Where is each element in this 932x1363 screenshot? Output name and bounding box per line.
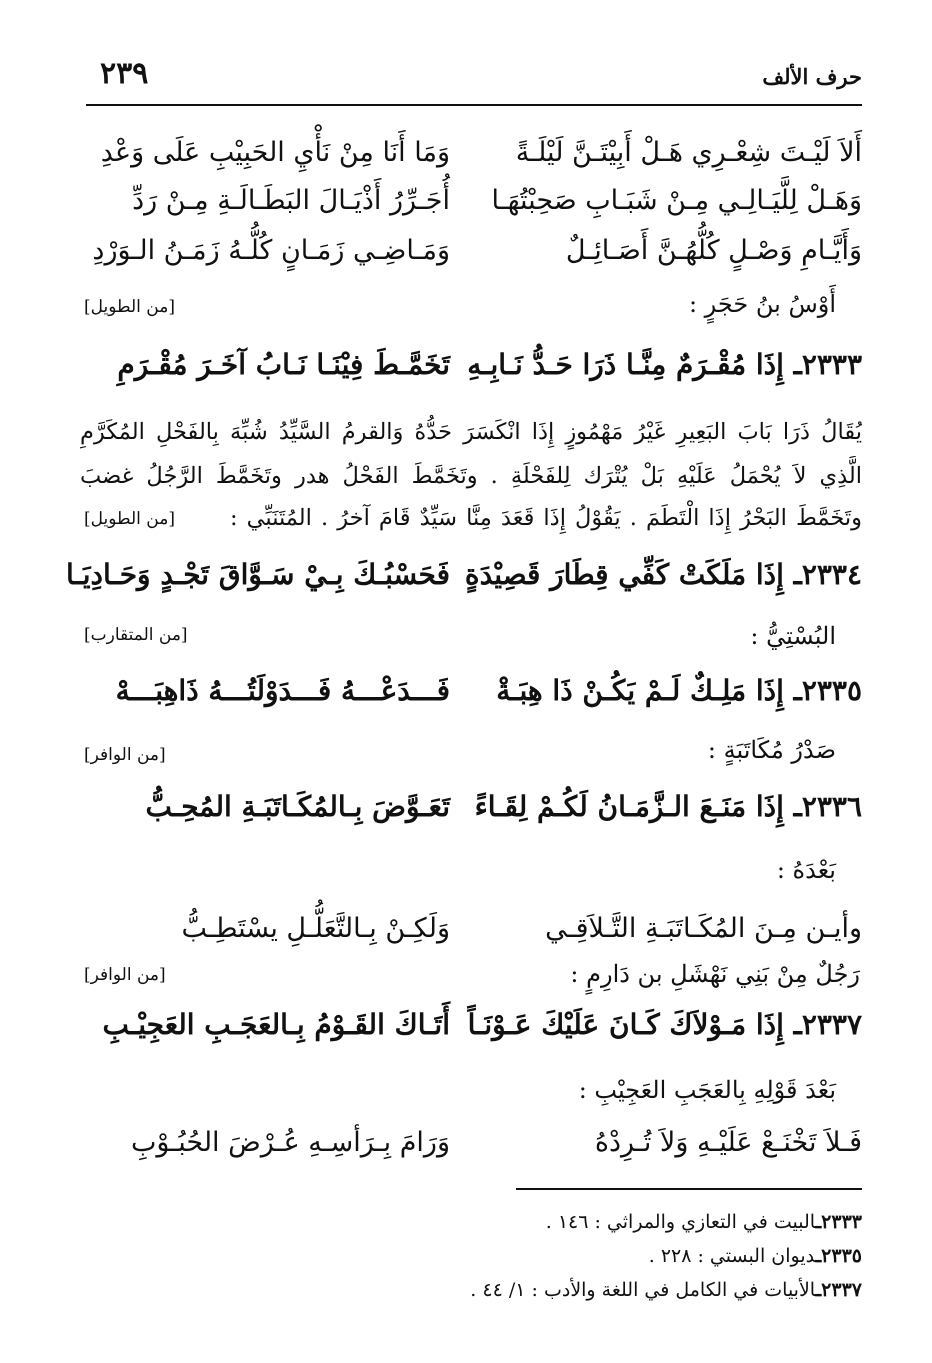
footnote-number: ٢٣٣٥ـ <box>815 1245 862 1267</box>
page-header <box>80 56 862 96</box>
hemistich-second: وَرَامَ بِـرَأسِـهِ عُـرْضَ الحُبُـوْبِ <box>130 1127 450 1158</box>
footnote-number: ٢٣٣٣ـ <box>815 1211 862 1233</box>
page-number: ٢٣٩ <box>100 56 149 91</box>
footnote-text: البيت في التعازي والمراثي : ١٤٦ . <box>545 1211 816 1233</box>
footnote <box>546 1206 862 1238</box>
hemistich-second: وَمَـاضِـي زَمَـانٍ كُلُّـهُ زَمَـنُ الـوَرْدِ <box>92 235 450 266</box>
verse-line <box>80 904 862 954</box>
poet-name: أَوْسُ بنُ حَجَرٍ : <box>688 290 836 318</box>
numbered-verse <box>80 782 862 832</box>
hemistich-second: تَخَمَّـطَ فِيْنَـا نَـابُ آخَـرَ مُقْـرَمِ <box>117 348 450 381</box>
hemistich-first: ٢٣٣٦ـ إِذَا مَنَـعَ الـزَّمَـانُ لَكُـمْ لِقَـاءً <box>474 790 862 823</box>
header-rule <box>86 104 862 106</box>
hemistich-first: وَأَيَّـامِ وَصْـلٍ كُلُّهُـنَّ أَصَـائِـلٌ <box>565 235 862 266</box>
hemistich-first: ٢٣٣٥ـ إِذَا مَلِـكٌ لَـمْ يَكُـنْ ذَا هِبَـةْ <box>496 674 862 707</box>
hemistich-first: وَهَـلْ لِلَّيَـالِـي مِـنْ شَبَـابِ صَحِبْتُهَـا <box>491 185 862 216</box>
hemistich-second: وَلَكِـنْ بِـالتَّعَلُّـلِ يسْتَطِـبُّ <box>181 913 450 944</box>
poet-name: صَدْرُ مُكَاتَبَةٍ : <box>707 736 836 764</box>
verse-line <box>80 226 862 276</box>
meter-label: [من الوافر] <box>84 745 166 765</box>
footnote-rule <box>516 1188 862 1190</box>
meter-label: [من الطويل] <box>84 509 175 529</box>
hemistich-second: فَـــدَعْـــهُ فَـــدَوْلَتُـــهُ ذَاهِبَـــهْ <box>115 674 450 707</box>
hemistich-first: ٢٣٣٧ـ إِذَا مَـوْلاَكَ كَـانَ عَلَيْكَ عَـوْنَـاً <box>467 1008 862 1041</box>
hemistich-first: فَـلاَ تَخْنَـعْ عَلَيْـهِ وَلاَ تُـرِدْهُ <box>594 1127 862 1158</box>
verse-number: ٢٣٣٣ـ <box>793 348 862 381</box>
verse-line <box>80 1118 862 1168</box>
meter-label: [من الطويل] <box>84 297 175 317</box>
footnote-text: الأبيات في الكامل في اللغة والأدب : ١/ ٤٤ . <box>470 1279 816 1301</box>
verse-number: ٢٣٣٧ـ <box>793 1008 862 1041</box>
hemistich-first: وأيـن مِـنَ المُكَـاتَبَـةِ التَّـلاَقِـي <box>545 913 862 944</box>
commentary-line: وتَخَمَّطَ البَحْرُ إِذَا الْتَطَمَ . يَقُوْلُ إِذَا قَعَدَ مِنَّا سَيِّدٌ قَامَ آخرُ . المُتَنَبِّي : <box>230 505 862 531</box>
commentary-line: يُقَالُ ذَرَا بَابَ البَعِيرِ غَيْرُ مَهْمُوزٍ إِذَا انْكَسَرَ حَدُّهُ وَالقرمُ السَّيِّدُ شُبِّهَ بِالفَحْلِ المُكَرَّمِ <box>80 419 862 445</box>
hemistich-first: أَلاَ لَيْـتَ شِعْـرِي هَـلْ أَبِيْتَـنَّ لَيْلَـةً <box>515 137 862 168</box>
meter-label: [من المتقارب] <box>84 625 188 645</box>
after-label: بَعْدَهُ : <box>776 856 836 884</box>
verse-number: ٢٣٣٥ـ <box>793 674 862 707</box>
hemistich-second: وَمَا أَنَا مِنْ نَأْيِ الحَبِيْبِ عَلَى وَعْدِ <box>100 137 450 168</box>
hemistich-second: أَتَـاكَ القَـوْمُ بِـالعَجَـبِ العَجِيْـبِ <box>102 1008 450 1041</box>
verse-line <box>80 176 862 226</box>
verse-number: ٢٣٣٦ـ <box>793 790 862 823</box>
section-title: حرف الألف <box>762 64 862 89</box>
numbered-verse <box>66 550 862 600</box>
numbered-verse <box>80 666 862 716</box>
hemistich-second: تَعَـوَّضَ بِـالمُكَـاتَبَـةِ المُحِـبُّ <box>145 790 450 823</box>
hemistich-first: ٢٣٣٣ـ إِذَا مُقْـرَمٌ مِنَّـا ذَرَا حَـدُّ نَـابِـهِ <box>467 348 862 381</box>
numbered-verse <box>80 340 862 390</box>
hemistich-first: ٢٣٣٤ـ إِذَا مَلَكَتْ كَفِّي قِطَارَ قَصِيْدَةٍ <box>464 558 862 591</box>
footnote-text: ديوان البستي : ٢٢٨ . <box>648 1245 816 1267</box>
footnote <box>470 1274 862 1306</box>
hemistich-second: أُجَـرِّرُ أَذْيَـالَ البَطَـالَـةِ مِـنْ رَدِّ <box>132 185 450 216</box>
hemistich-second: فَحَسْبُـكَ بِـيْ سَـوَّاقَ تَجْـدٍ وَحَـادِيَـا <box>66 558 450 591</box>
verse-number: ٢٣٣٤ـ <box>793 558 862 591</box>
numbered-verse <box>80 1000 862 1050</box>
after-label: بَعْدَ قَوْلِهِ بِالعَجَبِ العَجِيْبِ : <box>578 1076 836 1104</box>
footnote-number: ٢٣٣٧ـ <box>815 1279 862 1301</box>
verse-line <box>80 128 862 178</box>
meter-label: [من الوافر] <box>84 965 166 985</box>
commentary-line: الَّذِي لاَ يُحْمَلُ عَلَيْهِ بَلْ يُتْرَك لِلفَحْلَةِ . وتَخَمَّطَ الفَحْلُ هدر وتَخَمَّطَ الرَّجُلُ غضبَ <box>80 463 862 489</box>
poet-name: البُسْتِيُّ : <box>750 622 836 650</box>
footnote <box>649 1240 862 1272</box>
poet-name: رَجُلٌ مِنْ بَنِي نَهْشَلِ بن دَارِمٍ : <box>570 960 860 988</box>
